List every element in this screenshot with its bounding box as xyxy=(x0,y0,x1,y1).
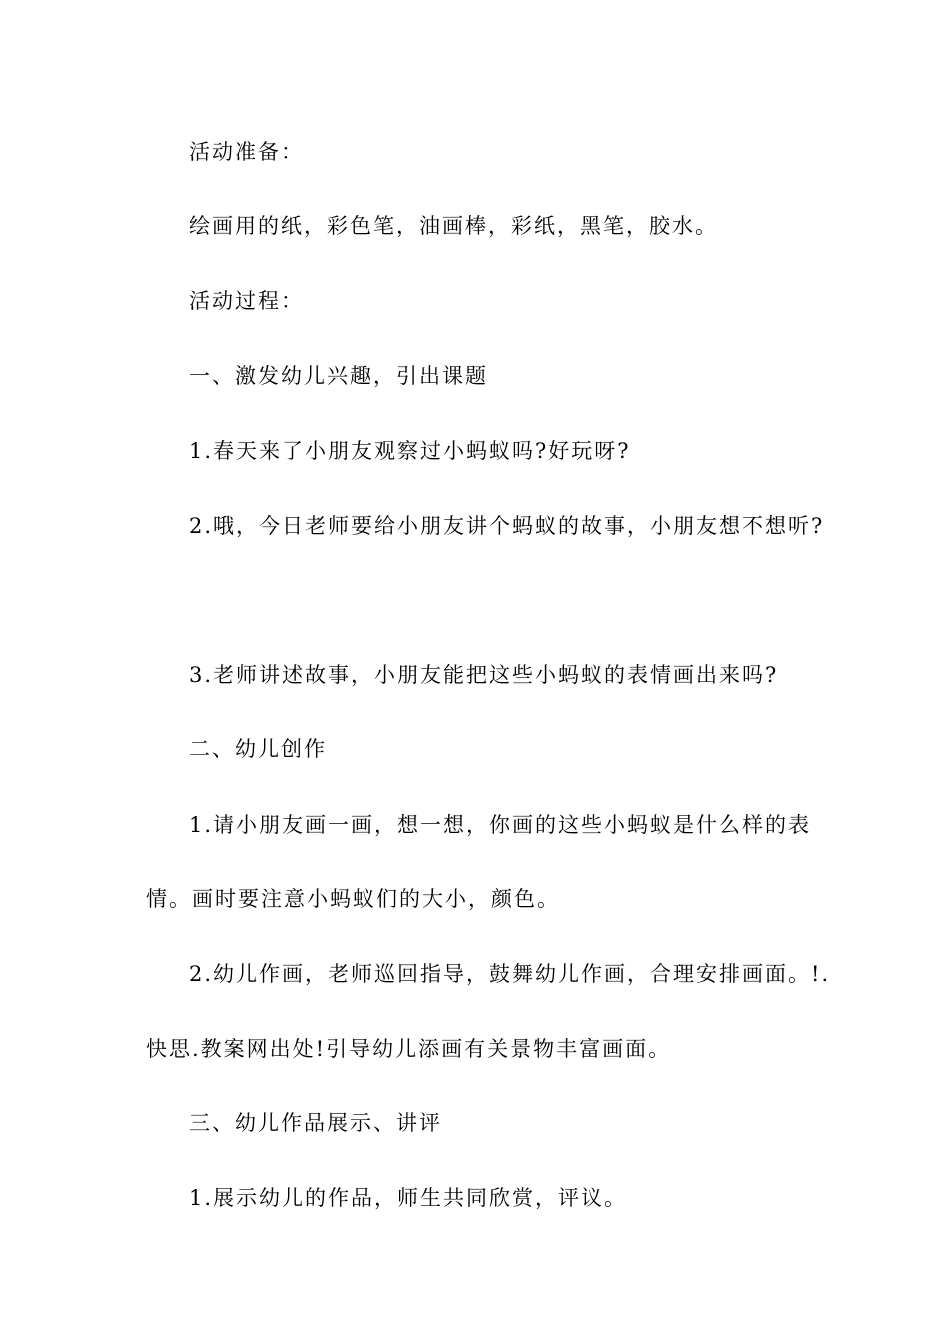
section-heading-preparation: 活动准备： xyxy=(189,140,304,164)
step-heading-two: 二、幼儿创作 xyxy=(189,737,327,761)
paragraph-step-3-1: 1.展示幼儿的作品，师生共同欣赏，评议。 xyxy=(189,1186,628,1210)
section-heading-process: 活动过程： xyxy=(189,289,304,313)
paragraph-step-2-2-continued: 快思.教案网出处!引导幼儿添画有关景物丰富画面。 xyxy=(146,1037,672,1061)
paragraph-step-2-1: 1.请小朋友画一画，想一想，你画的这些小蚂蚁是什么样的表 xyxy=(189,813,812,837)
step-heading-one: 一、激发幼儿兴趣，引出课题 xyxy=(189,364,488,388)
paragraph-materials: 绘画用的纸，彩色笔，油画棒，彩纸，黑笔，胶水。 xyxy=(189,214,718,238)
paragraph-step-2-2: 2.幼儿作画，老师巡回指导，鼓舞幼儿作画，合理安排画面。!. xyxy=(189,962,831,986)
paragraph-step-1-1: 1.春天来了小朋友观察过小蚂蚁吗?好玩呀? xyxy=(189,439,631,463)
step-heading-three: 三、幼儿作品展示、讲评 xyxy=(189,1111,442,1135)
paragraph-step-2-1-continued: 情。画时要注意小蚂蚁们的大小，颜色。 xyxy=(146,887,560,911)
paragraph-step-1-2: 2.哦，今日老师要给小朋友讲个蚂蚁的故事，小朋友想不想听? xyxy=(189,514,825,538)
paragraph-step-1-3: 3.老师讲述故事，小朋友能把这些小蚂蚁的表情画出来吗? xyxy=(189,663,779,687)
